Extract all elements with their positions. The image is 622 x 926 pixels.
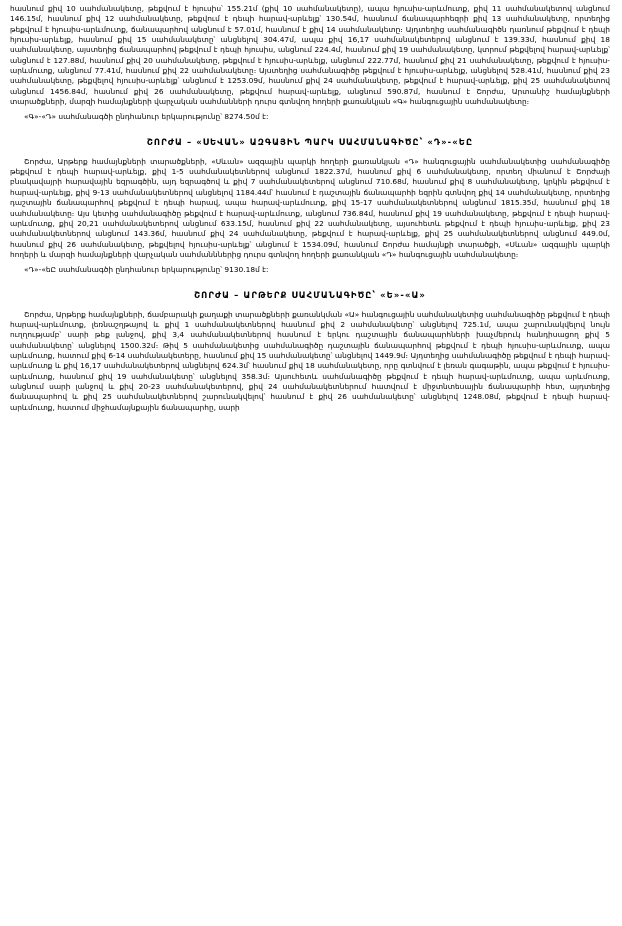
- paragraph-continued-top: հասնում քիվ 10 սահմանակետը, թեքվում է հյուսիս՝ 155.21մ (քիվ 10 սահմանակետը), ապա հյուսիս-արևմուտք, քիվ 11 սահմանակետով անցնում 146.15մ, հասնում քիվ 12 սահմանակետը, թեքվում է դեպի հարավ-արևելք՝ 130.54մ, հասնում ճանապարհեզրի քիվ 13 սահմանակետը, որտեղից թեքվում է հյուսիս-արևմուտք, ճանապարհով անցնում է 57.01մ, հասնում է քիվ 14 սահմանակետը։ Այդտեղից սահմանագիծն դառնում թեքվում է դեպի հյուսիս-արևելք, հասնում քիվ 15 սահմանակետը՝ անցնելով 304.47մ, ապա քիվ 16,17 սահմանակետերով անցնում է 139.33մ, հասնում քիվ 18 սահմանակետը, այստեղից ճանապարհով թեքվում է դեպի հյուսիս, անցնում 224.4մ, հասնում քիվ 19 սահմանակետը, կտրում թեքվելով հարավ-արևելք՝ անցնում է 127.88մ, հասնում քիվ 20 սահմանակետը, թեքվում է հյուսիս-արևելք, անցնում 222.77մ, հասնում քիվ 21 սահմանակետը, թեքվում է հյուսիս-արևմուտք, անցնում 77.41մ, հասնում քիվ 22 սահմանակետը։ Այստեղից սահմանագիծը թեքվում է հյուսիս-արևելք, անցնելով 528.41մ, հասնում քիվ 23 սահմանակետը, թեքվելով հյուսիս-արևելք՝ անցնում է 1253.09մ, հասնում քիվ 24 սահմանակետը, թեքվում է հարավ-արևելք, քիվ 25 սահմանակետով անցնում 1456.84մ, հասնում քիվ 26 սահմանակետը, թեքվում հարավ-արևելք, անցնում 590.87մ, հասնում է Շորժա, Արտանիշ համայնքների տարածքների, մարզի համայնքների վարչական սահմանների դուրս գտնվող հողերի քառանկյան «Գ» հանգուցային սահմանակետը։: [10, 4, 610, 107]
- paragraph-shorzha-arteniq: Շորժա, Արթերք համայնքների, ճամբարակի քաղաքի տարածքների քառանկման «Ա» հանգուցային սահմանակետից սահմանագիծը թեքվում է դեպի հարավ-արևմուտք, լեռնաշղթայով և քիվ 1 սահմանակետներով հասնում քիվ 2 սահմանակետը՝ անցնելով 725.1մ, ապա շարունակվելով նույն ուղղությամբ՝ սարի թեք լանջով, քիվ 3,4 սահմանակետներով հասնում է երկու դաշտային ճանապարհների խաչմերուկ հանդիսացող քիվ 5 սահմանակետը՝ անցնելով 1500.32մ։ Թիվ 5 սահմանակետից սահմանագիծը դաշտային ճանապարհով թեքվում է դեպի հյուսիս-արևմուտք, ապա արևմուտք, հատում քիվ 6-14 սահմանակետերը, հասնում քիվ 15 սահմանակետը՝ անցնելով 1449.9մ։ Այդտեղից սահմանագիծը թեքվում է դեպի հարավ-արևմուտք և քիվ 16,17 սահմանակետերով անցնելով 624.3մ՝ հասնում քիվ 18 սահմանակետը, որը գտնվում է լեռան գագաթին, ապա թեքվում է հյուսիս-արևմուտք, հասնում քիվ 19 սահմանակետը՝ անցնելով 358.3մ։ Այսուհետև սահմանագիծը թեքվում է դեպի հարավ-արևմուտք, ապա արևմուտք, անցնում սարի լանջով և քիվ 20-23 սահմանակետերով, քիվ 24 սահմանակետներում հատվում է միջտնտեսային ճանապարհի հետ, այդտեղից ճանապարհով և քիվ 25 սահմանակետներով շարունակվելով՝ հասնում է քիվ 26 սահմանակետը՝ անցնելով 1248.08մ, թեքվում է դեպի հարավ-արևմուտք, հատում միջհամայնքային ճանապարհը, սարի: [10, 309, 610, 412]
- spacer: [10, 123, 610, 136]
- segment-length-line-2: «Դ»-«եԸ սահմանագծի ընդհանուր երկարությունը՝ 9130.18մ է:: [24, 265, 269, 275]
- spacer: [10, 276, 610, 289]
- heading-shorzha-sevan: ՇՈՐԺԱ – «ՍԵՎԱՆ» ԱԶԳԱՅԻՆ ՊԱՐԿ ՍԱՀՄԱՆԱԳԻԾԸ՝ «Դ»-«ԵԸ: [146, 136, 474, 147]
- spacer: [10, 148, 610, 157]
- heading-shorzha-arteniq: ՇՈՐԺԱ – ԱՐԹԵՐՔ ՍԱՀՄԱՆԱԳԻԾԸ՝ «Ե»-«Ա»: [194, 289, 426, 300]
- segment-length-line-1: «Գ»-«Դ» սահմանագծի ընդհանուր երկարությունը՝ 8274.50մ է:: [24, 112, 269, 122]
- spacer: [10, 301, 610, 310]
- paragraph-shorzha-sevan: Շորժա, Արթերք համայնքների տարածքների, «Սևան» ազգային պարկի հողերի քառանկյան «Դ» հանգուցային սահմանակետից սահմանագիծը թեքվում է դեպի հարավ-արևելք, քիվ 1-5 սահմանակետներով անցնում 1822.37մ, հասնում քիվ 6 սահմանակետը, որտեղ միանում է Շորժայի բնակավայրի հարավային եզրագծին, այդ եզրագծով և քիվ 7 սահմանակետերով անցնում 710.68մ, հասնում քիվ 8 սահմանակետը, կրկին թեքվում է հարավ-արևելք, քիվ 9-13 սահմանակետներով անցնելով 1184.44մ՝ հասնում է դաշտային ճանապարհի եզրին գտնվող քիվ 14 սահմանակետը, որտեղից դաշտային ճանապարհով թեքվում է դեպի հարավ, ապա հարավ-արևմուտք, քիվ 15-17 սահմանակետներով անցնում 1815.35մ, հասնում քիվ 18 սահմանակետը։ Այս կետից սահմանագիծը թեքվում է հարավ-արևմուտք, անցնում 736.84մ, հասնում քիվ 19 սահմանակետը, թեքվում է դեպի հարավ-արևմուտք, քիվ 20,21 սահմանակետերով անցնում 633.15մ, հասնում քիվ 22 սահմանակետը, այսուհետև թեքվում է դեպի հյուսիս-արևելք, քիվ 23 սահմանակետներով անցնում 143.36մ, հասնում քիվ 24 սահմանակետը, թեքվում է հարավ-արևելք, քիվ 25 սահմանակետներով անցնում 449.0մ, հասնում քիվ 26 սահմանակետը, թեքվելով հյուսիս-արևելք՝ անցնում է 1534.09մ, հասնում Շորժա համայնքի տարածքի, «Սևան» ազգային պարկի հողերի և մարզի համայնքների վարչական սահմանններից դուրս գտնվող հողերի քառանկյան «Դ» հանգուցային սահմանակետը։: [10, 156, 610, 259]
